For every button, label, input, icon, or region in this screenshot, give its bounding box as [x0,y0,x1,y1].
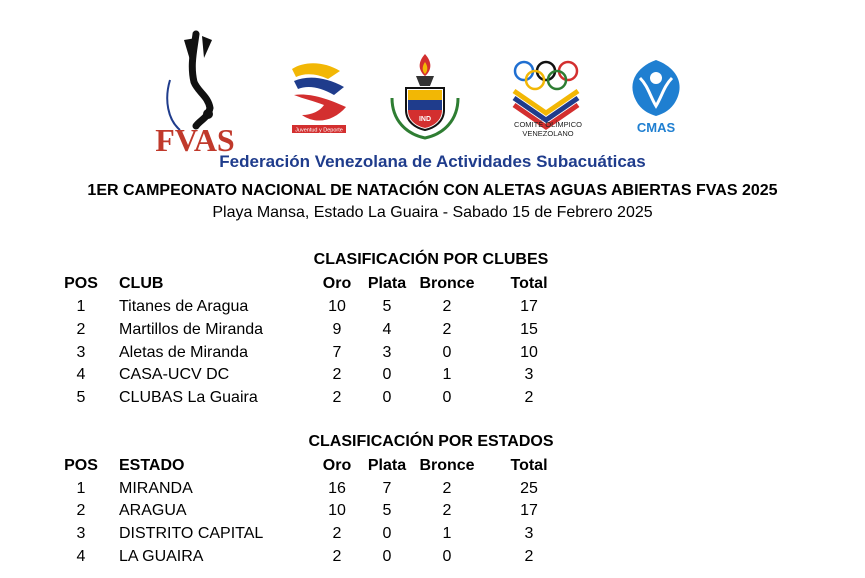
ind-logo [386,50,464,142]
col-oro: Oro [322,457,352,474]
col-club: CLUB [119,275,164,292]
event-location-date: Playa Mansa, Estado La Guaira - Sabado 15 de Febrero 2025 [212,204,653,221]
table-row [0,344,865,366]
table-row [0,366,865,388]
cell-club: Martillos de Miranda [119,321,264,338]
svg-text:IND: IND [418,116,432,123]
cell-plata: 7 [382,480,392,497]
cell-oro: 16 [328,480,346,497]
cell-total: 3 [524,366,534,383]
cell-pos: 1 [76,480,86,497]
cell-oro: 2 [332,389,342,406]
championship-title: 1ER CAMPEONATO NACIONAL DE NATACIÓN CON ALETAS AGUAS ABIERTAS FVAS 2025 [87,182,778,199]
cell-bronce: 2 [442,321,452,338]
organization-name: Federación Venezolana de Actividades Subacuáticas [219,152,646,171]
cell-oro: 2 [332,366,342,383]
svg-text:Juventud y Deporte: Juventud y Deporte [295,127,343,134]
table-row [0,548,865,570]
cell-club: CLUBAS La Guaira [119,389,258,406]
cmas-logo [620,56,692,136]
col-bronce: Bronce [419,457,475,474]
cell-total: 15 [520,321,538,338]
cell-pos: 4 [76,366,86,383]
cell-bronce: 0 [442,344,452,361]
table-row [0,321,865,343]
table-row [0,525,865,547]
cell-total: 17 [520,502,538,519]
table-row [0,389,865,411]
cell-bronce: 1 [442,525,452,542]
cell-total: 2 [524,548,534,565]
svg-text:FVAS: FVAS [155,122,235,155]
cell-estado: ARAGUA [119,502,187,519]
clubs-table-title: CLASIFICACIÓN POR CLUBES [313,251,549,268]
col-total: Total [510,275,548,292]
cell-oro: 9 [332,321,342,338]
cell-bronce: 0 [442,548,452,565]
col-total: Total [510,457,548,474]
cell-bronce: 0 [442,389,452,406]
cell-plata: 3 [382,344,392,361]
cell-plata: 0 [382,525,392,542]
cell-plata: 0 [382,389,392,406]
cell-oro: 2 [332,525,342,542]
col-pos: POS [64,457,98,474]
cell-bronce: 1 [442,366,452,383]
table-row [0,502,865,524]
table-row [0,480,865,502]
col-plata: Plata [367,275,407,292]
fvas-logo [150,30,240,155]
states-table-title: CLASIFICACIÓN POR ESTADOS [308,433,554,450]
cell-plata: 5 [382,502,392,519]
comite-olimpico-text: COMITÉ OLÍMPICO VENEZOLANO [514,120,582,138]
cell-pos: 3 [76,344,86,361]
cell-pos: 4 [76,548,86,565]
cell-pos: 5 [76,389,86,406]
cell-club: CASA-UCV DC [119,366,230,383]
cell-estado: MIRANDA [119,480,193,497]
cell-plata: 0 [382,366,392,383]
cell-bronce: 2 [442,298,452,315]
cell-bronce: 2 [442,502,452,519]
col-estado: ESTADO [119,457,185,474]
col-pos: POS [64,275,98,292]
cell-bronce: 2 [442,480,452,497]
col-bronce: Bronce [419,275,475,292]
cell-total: 3 [524,525,534,542]
cell-club: Titanes de Aragua [119,298,249,315]
cell-pos: 2 [76,321,86,338]
cell-plata: 0 [382,548,392,565]
cell-plata: 4 [382,321,392,338]
cell-total: 10 [520,344,538,361]
cell-plata: 5 [382,298,392,315]
cell-oro: 7 [332,344,342,361]
cell-estado: LA GUAIRA [119,548,204,565]
cell-club: Aletas de Miranda [119,344,248,361]
col-plata: Plata [367,457,407,474]
table-row [0,298,865,320]
cell-total: 2 [524,389,534,406]
cell-pos: 2 [76,502,86,519]
cell-estado: DISTRITO CAPITAL [119,525,264,542]
states-table-header [0,457,865,479]
cell-pos: 3 [76,525,86,542]
clubs-table-header [0,275,865,297]
cell-oro: 2 [332,548,342,565]
cell-pos: 1 [76,298,86,315]
col-oro: Oro [322,275,352,292]
svg-text:CMAS: CMAS [636,120,676,135]
cell-total: 25 [520,480,538,497]
cell-oro: 10 [328,502,346,519]
juventud-deporte-logo [284,55,354,137]
cell-total: 17 [520,298,538,315]
cell-oro: 10 [328,298,346,315]
